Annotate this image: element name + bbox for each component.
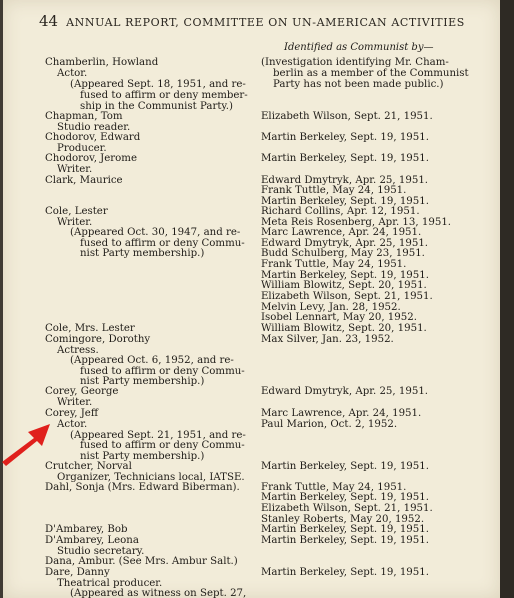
identification: Melvin Levy, Jan. 28, 1952. [261,302,401,313]
identification: Marc Lawrence, Apr. 24, 1951. [261,408,422,419]
identification: Martin Berkeley, Sept. 19, 1951. [261,567,429,578]
identification: Stanley Roberts, May 20, 1952. [261,514,425,525]
name-entry: D'Ambarey, Bob [45,524,128,535]
identification: Paul Marion, Oct. 2, 1952. [261,419,398,430]
occupation: Actor. [57,68,88,79]
note-line: (Appeared as witness on Sept. 27, [70,588,247,598]
identification: Elizabeth Wilson, Sept. 21, 1951. [261,111,433,122]
identification: Max Silver, Jan. 23, 1952. [261,334,394,345]
identification: Martin Berkeley, Sept. 19, 1951. [261,524,429,535]
right-column-heading: Identified as Communist by— [284,42,434,53]
occupation: Producer. [57,143,107,154]
identification: Marc Lawrence, Apr. 24, 1951. [261,227,422,238]
header-title: ANNUAL REPORT, COMMITTEE ON UN-AMERICAN ACTIVITIES [66,16,465,29]
name-entry: Chamberlin, Howland [45,57,159,68]
identification: Elizabeth Wilson, Sept. 21, 1951. [261,503,433,514]
name-entry: Cole, Lester [45,206,108,217]
name-entry: Chodorov, Jerome [45,153,137,164]
note-line: (Appeared Sept. 21, 1951, and re- [70,430,246,441]
note-line: nist Party membership.) [80,451,205,462]
occupation: Writer. [57,217,93,228]
identification: Isobel Lennart, May 20, 1952. [261,312,417,323]
identification: Martin Berkeley, Sept. 19, 1951. [261,153,429,164]
occupation: Studio reader. [57,122,131,133]
page-header [39,12,465,30]
name-entry: Dare, Danny [45,567,110,578]
identification: Richard Collins, Apr. 12, 1951. [261,206,420,217]
identification: Martin Berkeley, Sept. 19, 1951. [261,196,429,207]
name-entry: Comingore, Dorothy [45,334,151,345]
name-entry: Dahl, Sonja (Mrs. Edward Biberman). [45,482,240,493]
identification: Edward Dmytryk, Apr. 25, 1951. [261,238,429,249]
note-line: nist Party membership.) [80,376,205,387]
page-number: 44 [39,12,59,30]
occupation: Actor. [57,419,88,430]
name-entry: Chodorov, Edward [45,132,141,143]
identification: Martin Berkeley, Sept. 19, 1951. [261,535,429,546]
identification: Edward Dmytryk, Apr. 25, 1951. [261,386,429,397]
identification: Party has not been made public.) [273,79,444,90]
note-line: fused to affirm or deny Commu- [80,238,245,249]
note-line: fused to affirm or deny Commu- [80,440,245,451]
note-line: fused to affirm or deny Commu- [80,366,245,377]
name-entry: Chapman, Tom [45,111,123,122]
note-line: nist Party membership.) [80,248,205,259]
note-line: fused to affirm or deny member- [80,90,248,101]
occupation: Writer. [57,164,93,175]
name-entry: Crutcher, Norval [45,461,132,472]
identification: Budd Schulberg, May 23, 1951. [261,248,425,259]
occupation: Actress. [57,345,99,356]
name-entry: Corey, George [45,386,119,397]
identification: William Blowitz, Sept. 20, 1951. [261,323,427,334]
identification: Elizabeth Wilson, Sept. 21, 1951. [261,291,433,302]
identification: Martin Berkeley, Sept. 19, 1951. [261,132,429,143]
identification: Martin Berkeley, Sept. 19, 1951. [261,270,429,281]
identification: (Investigation identifying Mr. Cham- [261,57,449,68]
identification: Meta Reis Rosenberg, Apr. 13, 1951. [261,217,452,228]
identification: berlin as a member of the Communist [273,68,469,79]
occupation: Theatrical producer. [57,578,163,589]
identification: Edward Dmytryk, Apr. 25, 1951. [261,175,429,186]
page-edge-shadow [500,0,514,598]
name-entry: Dana, Ambur. (See Mrs. Ambur Salt.) [45,556,238,567]
name-entry: D'Ambarey, Leona [45,535,139,546]
name-entry: Cole, Mrs. Lester [45,323,135,334]
note-line: (Appeared Oct. 6, 1952, and re- [70,355,234,366]
name-entry: Clark, Maurice [45,175,123,186]
occupation: Organizer, Technicians local, IATSE. [57,472,245,483]
note-line: (Appeared Sept. 18, 1951, and re- [70,79,246,90]
identification: William Blowitz, Sept. 20, 1951. [261,280,427,291]
note-line: (Appeared Oct. 30, 1947, and re- [70,227,241,238]
occupation: Studio secretary. [57,546,145,557]
identification: Frank Tuttle, May 24, 1951. [261,185,407,196]
identification: Martin Berkeley, Sept. 19, 1951. [261,492,429,503]
identification: Frank Tuttle, May 24, 1951. [261,482,407,493]
name-entry: Corey, Jeff [45,408,99,419]
identification: Frank Tuttle, May 24, 1951. [261,259,407,270]
document-page [3,0,500,598]
occupation: Writer. [57,397,93,408]
note-line: ship in the Communist Party.) [80,101,234,112]
red-arrow-icon [0,418,60,468]
identification: Martin Berkeley, Sept. 19, 1951. [261,461,429,472]
